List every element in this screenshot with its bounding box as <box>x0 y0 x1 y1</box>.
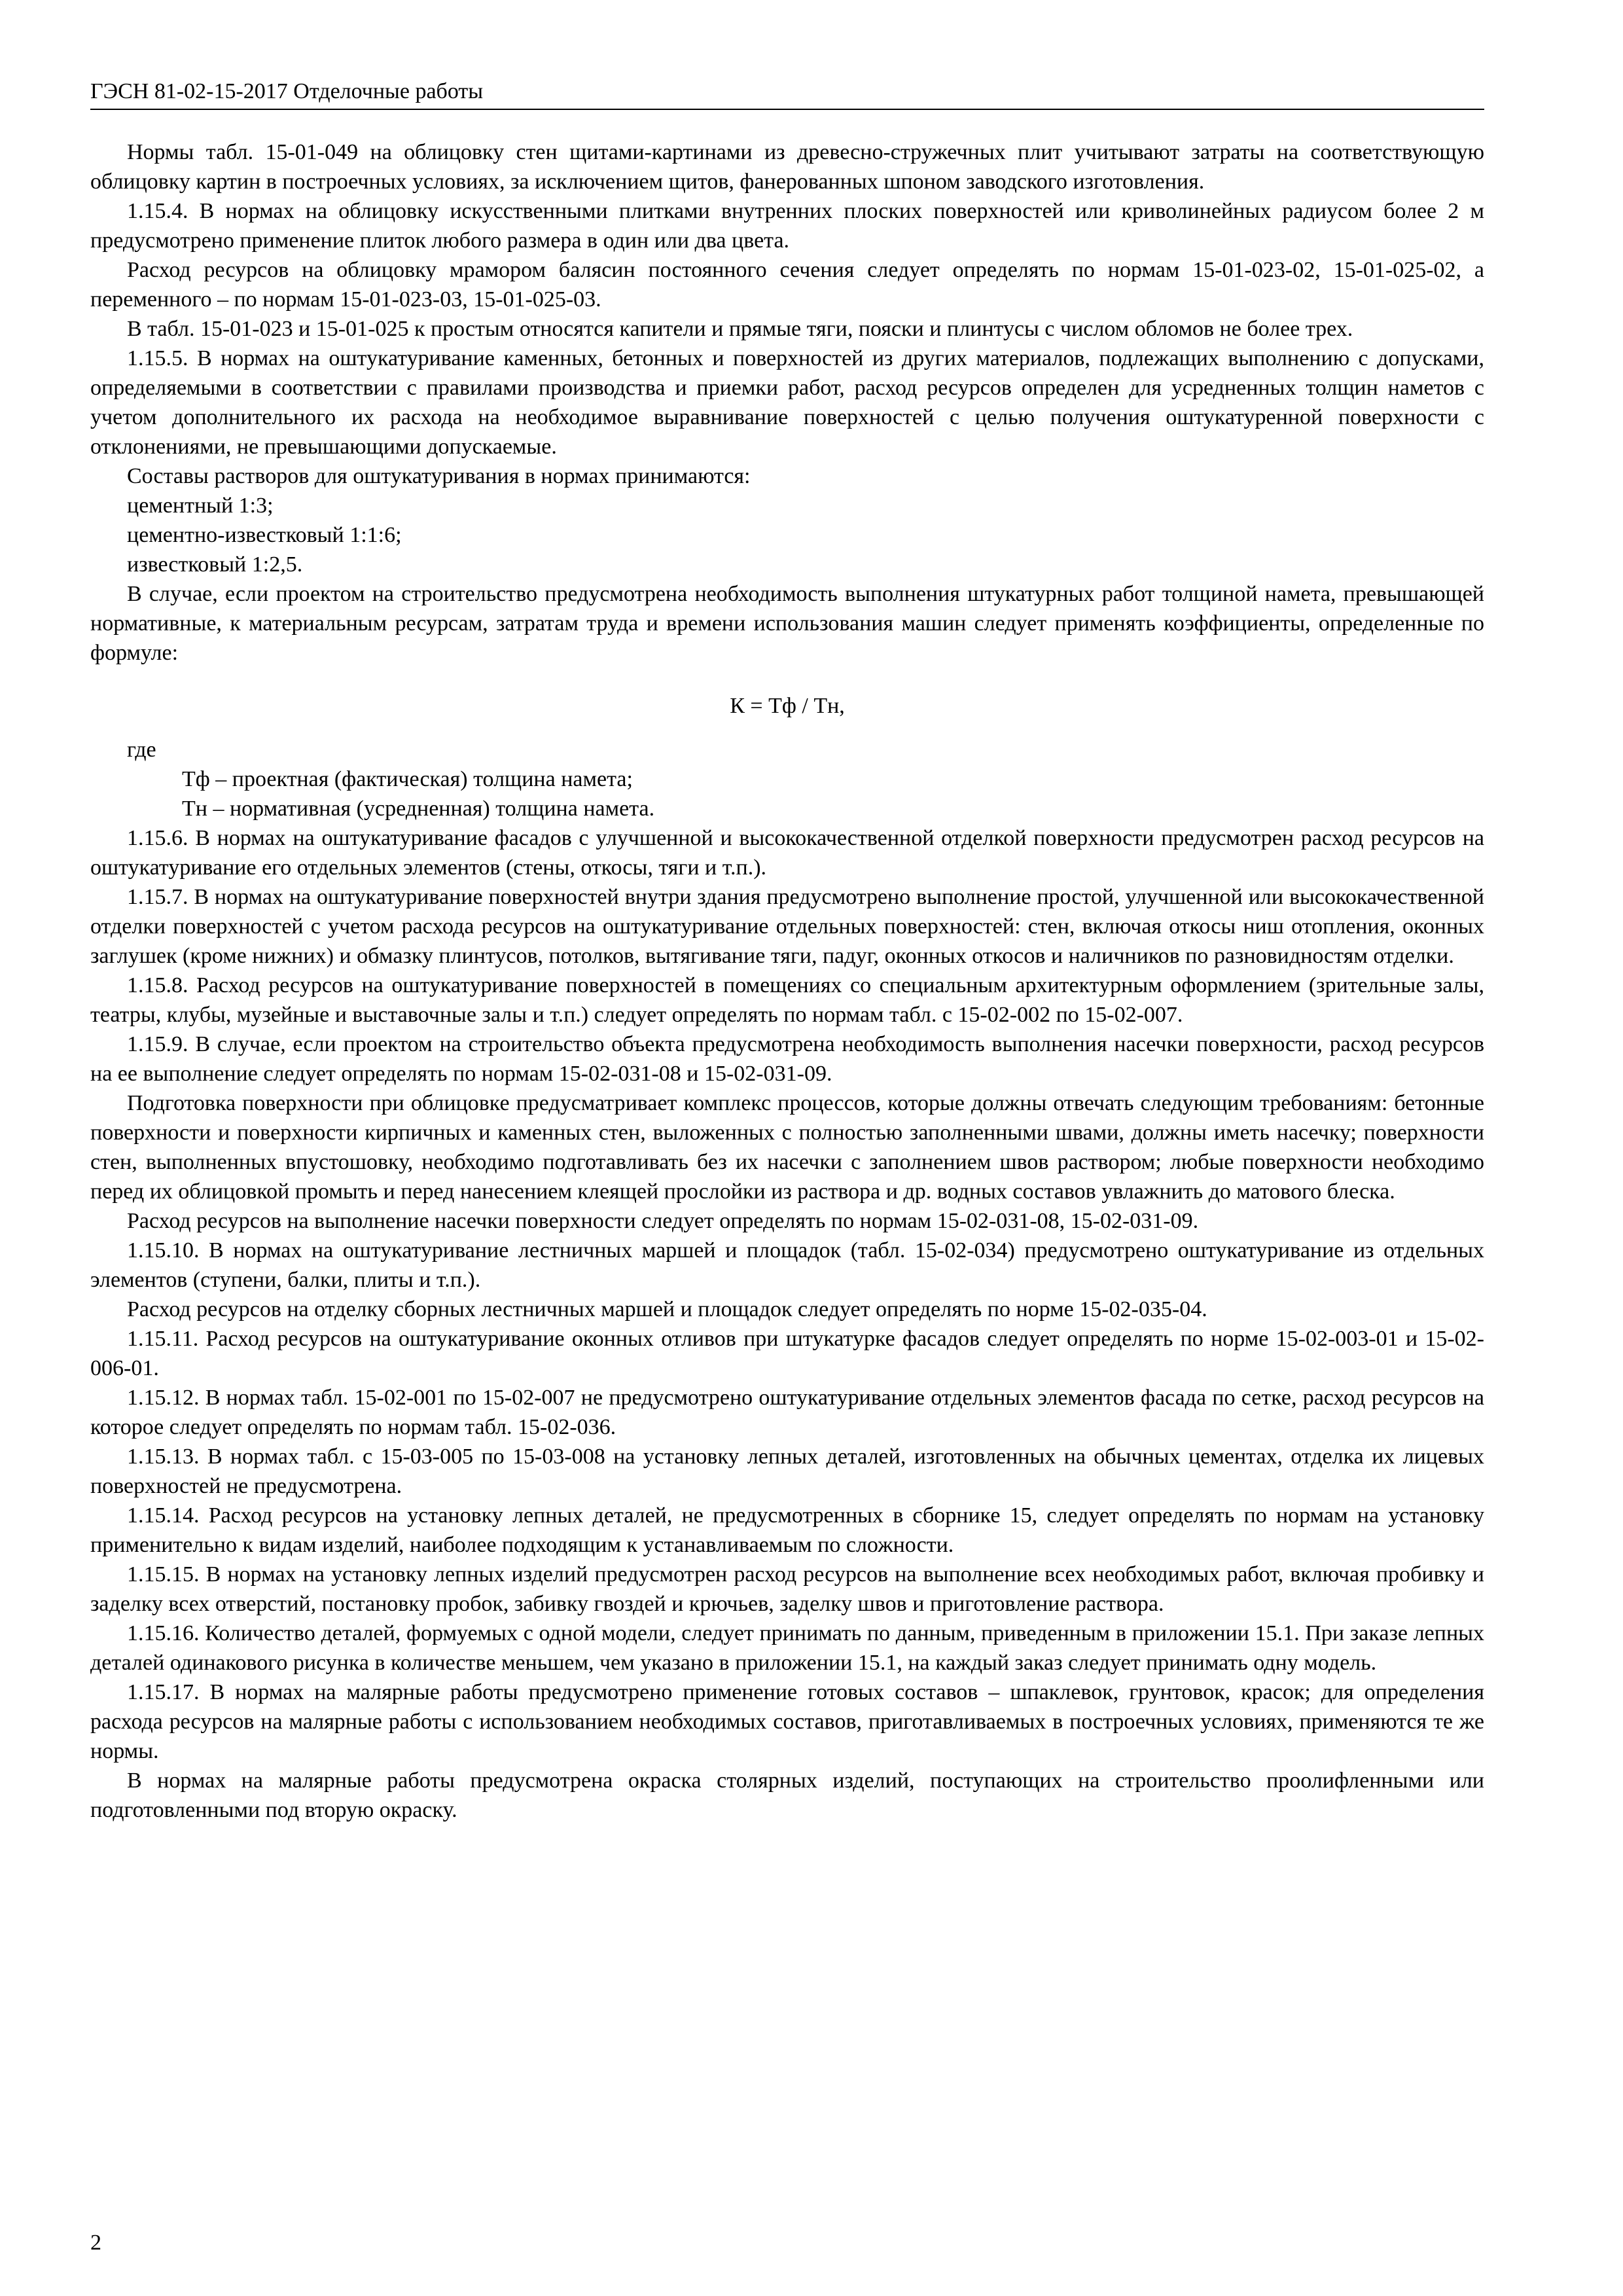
formula-definition: Тн – нормативная (усредненная) толщина намета. <box>182 797 655 821</box>
formula: К = Тф / Тн, <box>730 694 845 718</box>
paragraph: Подготовка поверхности при облицовке предусматривает комплекс процессов, которые должны отвечать следующим требованиям: бетонные поверхности и поверхности кирпичных и каменных стен, выложенных с полностью заполненными швами, должны иметь насечку; поверхности стен, выполненных впустошовку, необходимо подготавливать без их насечки с заполнением швов раствором; любые поверхности необходимо перед их облицовкой промыть и перед нанесением клеящей прослойки из раствора и др. водных составов увлажнить до матового блеска. <box>90 1091 1484 1204</box>
formula-where: где <box>127 738 156 762</box>
body-text <box>90 137 1484 1825</box>
paragraph: 1.15.8. Расход ресурсов на оштукатуривание поверхностей в помещениях со специальным архитектурным оформлением (зрительные залы, театры, клубы, музейные и выставочные залы и т.п.) следует определять по нормам табл. с 15-02-002 по 15-02-007. <box>90 973 1484 1027</box>
paragraph: 1.15.11. Расход ресурсов на оштукатуривание оконных отливов при штукатурке фасадов следует определять по норме 15-02-003-01 и 15-02-006-01. <box>90 1327 1484 1380</box>
mortar-composition: цементный 1:3; <box>127 493 274 518</box>
paragraph: 1.15.16. Количество деталей, формуемых с одной модели, следует принимать по данным, приведенным в приложении 15.1. При заказе лепных деталей одинакового рисунка в количестве меньшем, чем указано в приложении 15.1, на каждый заказ следует принимать одну модель. <box>90 1621 1484 1675</box>
formula-definition: Тф – проектная (фактическая) толщина намета; <box>182 767 633 791</box>
paragraph: 1.15.15. В нормах на установку лепных изделий предусмотрен расход ресурсов на выполнение всех необходимых работ, включая пробивку и заделку всех отверстий, постановку пробок, забивку гвоздей и крючьев, заделку швов и приготовление раствора. <box>90 1562 1484 1616</box>
paragraph: Составы растворов для оштукатуривания в нормах принимаются: <box>127 464 751 488</box>
paragraph: 1.15.5. В нормах на оштукатуривание каменных, бетонных и поверхностей из других материалов, подлежащих выполнению с допусками, определяемыми в соответствии с правилами производства и приемки работ, расход ресурсов определен для усредненных толщин наметов с учетом дополнительного их расхода на необходимое выравнивание поверхностей с целью получения оштукатуренной поверхности с отклонениями, не превышающими допускаемые. <box>90 346 1484 459</box>
paragraph: В нормах на малярные работы предусмотрена окраска столярных изделий, поступающих на строительство проолифленными или подготовленными под вторую окраску. <box>90 1768 1484 1822</box>
paragraph: 1.15.17. В нормах на малярные работы предусмотрено применение готовых составов – шпаклевок, грунтовок, красок; для определения расхода ресурсов на малярные работы с использованием необходимых составов, приготавливаемых в построечных условиях, применяются те же нормы. <box>90 1680 1484 1763</box>
mortar-composition: известковый 1:2,5. <box>127 552 303 577</box>
mortar-composition: цементно-известковый 1:1:6; <box>127 523 402 547</box>
paragraph: В табл. 15-01-023 и 15-01-025 к простым относятся капители и прямые тяги, пояски и плинтусы с числом обломов не более трех. <box>127 317 1353 341</box>
paragraph: Расход ресурсов на облицовку мрамором балясин постоянного сечения следует определять по нормам 15-01-023-02, 15-01-025-02, а переменного – по нормам 15-01-023-03, 15-01-025-03. <box>90 258 1484 312</box>
paragraph: 1.15.12. В нормах табл. 15-02-001 по 15-02-007 не предусмотрено оштукатуривание отдельных элементов фасада по сетке, расход ресурсов на которое следует определять по нормам табл. 15-02-036. <box>90 1386 1484 1439</box>
paragraph: Расход ресурсов на отделку сборных лестничных маршей и площадок следует определять по норме 15-02-035-04. <box>127 1297 1207 1321</box>
page-number: 2 <box>90 2231 101 2255</box>
paragraph: 1.15.4. В нормах на облицовку искусственными плитками внутренних плоских поверхностей или криволинейных радиусом более 2 м предусмотрено применение плиток любого размера в один или два цвета. <box>90 199 1484 253</box>
paragraph: 1.15.14. Расход ресурсов на установку лепных деталей, не предусмотренных в сборнике 15, следует определять по нормам на установку применительно к видам изделий, наиболее подходящим к устанавливаемым по сложности. <box>90 1503 1484 1557</box>
paragraph: Расход ресурсов на выполнение насечки поверхности следует определять по нормам 15-02-031-08, 15-02-031-09. <box>127 1209 1199 1233</box>
running-header: ГЭСН 81-02-15-2017 Отделочные работы <box>90 77 1484 110</box>
paragraph: 1.15.9. В случае, если проектом на строительство объекта предусмотрена необходимость выполнения насечки поверхности, расход ресурсов на ее выполнение следует определять по нормам 15-02-031-08 и 15-02-031-09. <box>90 1032 1484 1086</box>
paragraph: 1.15.6. В нормах на оштукатуривание фасадов с улучшенной и высококачественной отделкой поверхности предусмотрен расход ресурсов на оштукатуривание его отдельных элементов (стены, откосы, тяги и т.п.). <box>90 826 1484 880</box>
paragraph: 1.15.7. В нормах на оштукатуривание поверхностей внутри здания предусмотрено выполнение простой, улучшенной или высококачественной отделки поверхностей с учетом расхода ресурсов на оштукатуривание отдельных поверхностей: стен, включая откосы ниш отопления, оконных заглушек (кроме нижних) и обмазку плинтусов, потолков, вытягивание тяги, падуг, оконных откосов и наличников по разновидностям отделки. <box>90 885 1484 968</box>
paragraph: В случае, если проектом на строительство предусмотрена необходимость выполнения штукатурных работ толщиной намета, превышающей нормативные, к материальным ресурсам, затратам труда и времени использования машин следует применять коэффициенты, определенные по формуле: <box>90 582 1484 665</box>
paragraph: Нормы табл. 15-01-049 на облицовку стен щитами-картинами из древесно-стружечных плит учитывают затраты на соответствующую облицовку картин в построечных условиях, за исключением щитов, фанерованных шпоном заводского изготовления. <box>90 140 1484 194</box>
paragraph: 1.15.10. В нормах на оштукатуривание лестничных маршей и площадок (табл. 15-02-034) предусмотрено оштукатуривание из отдельных элементов (ступени, балки, плиты и т.п.). <box>90 1238 1484 1292</box>
paragraph: 1.15.13. В нормах табл. с 15-03-005 по 15-03-008 на установку лепных деталей, изготовленных на обычных цементах, отделка их лицевых поверхностей не предусмотрена. <box>90 1444 1484 1498</box>
